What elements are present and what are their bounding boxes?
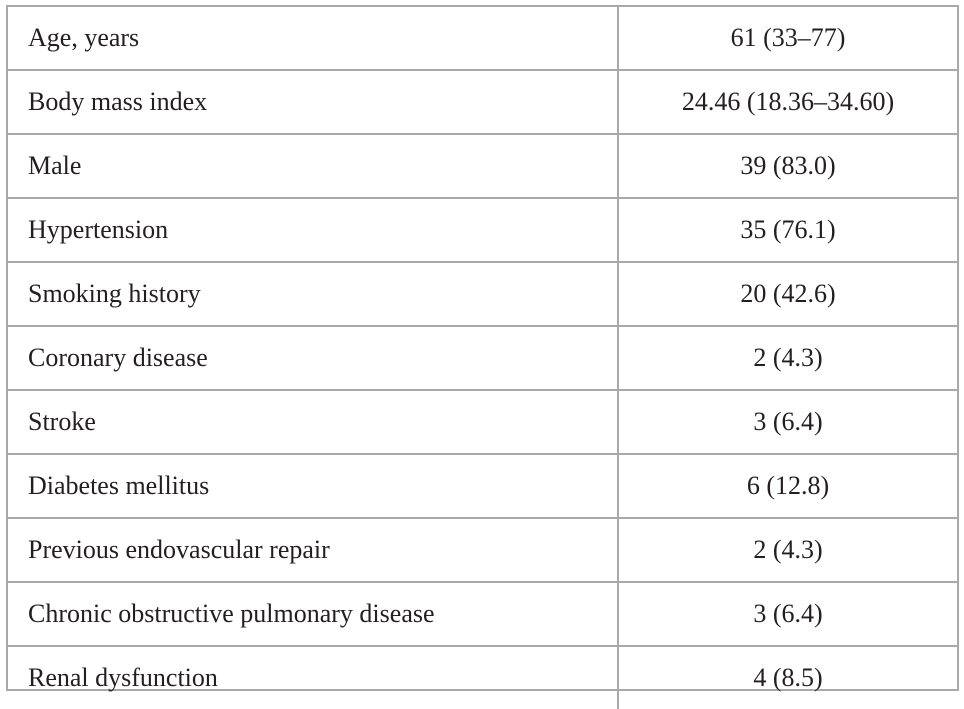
row-label: Body mass index: [8, 70, 618, 134]
row-value: 39 (83.0): [618, 134, 957, 198]
table-row: [8, 454, 957, 518]
characteristics-table-grid: [8, 7, 957, 709]
row-value: 24.46 (18.36–34.60): [618, 70, 957, 134]
row-value: 2 (4.3): [618, 326, 957, 390]
row-value: 3 (6.4): [618, 390, 957, 454]
table-row: [8, 262, 957, 326]
row-value: 61 (33–77): [618, 7, 957, 70]
row-label: Renal dysfunction: [8, 646, 618, 709]
row-label: Male: [8, 134, 618, 198]
table-row: [8, 7, 957, 70]
table-row: [8, 70, 957, 134]
row-label: Age, years: [8, 7, 618, 70]
row-label: Diabetes mellitus: [8, 454, 618, 518]
row-value: 35 (76.1): [618, 198, 957, 262]
row-label: Hypertension: [8, 198, 618, 262]
row-value: 6 (12.8): [618, 454, 957, 518]
table-row: [8, 582, 957, 646]
row-label: Previous endovascular repair: [8, 518, 618, 582]
table-row: [8, 198, 957, 262]
row-value: 3 (6.4): [618, 582, 957, 646]
row-value: 20 (42.6): [618, 262, 957, 326]
characteristics-table: [6, 5, 959, 691]
table-row: [8, 326, 957, 390]
table-row: [8, 518, 957, 582]
table-row: [8, 134, 957, 198]
row-label: Coronary disease: [8, 326, 618, 390]
row-label: Smoking history: [8, 262, 618, 326]
row-value: 2 (4.3): [618, 518, 957, 582]
row-label: Stroke: [8, 390, 618, 454]
table-row: [8, 390, 957, 454]
row-label: Chronic obstructive pulmonary disease: [8, 582, 618, 646]
row-value: 4 (8.5): [618, 646, 957, 709]
